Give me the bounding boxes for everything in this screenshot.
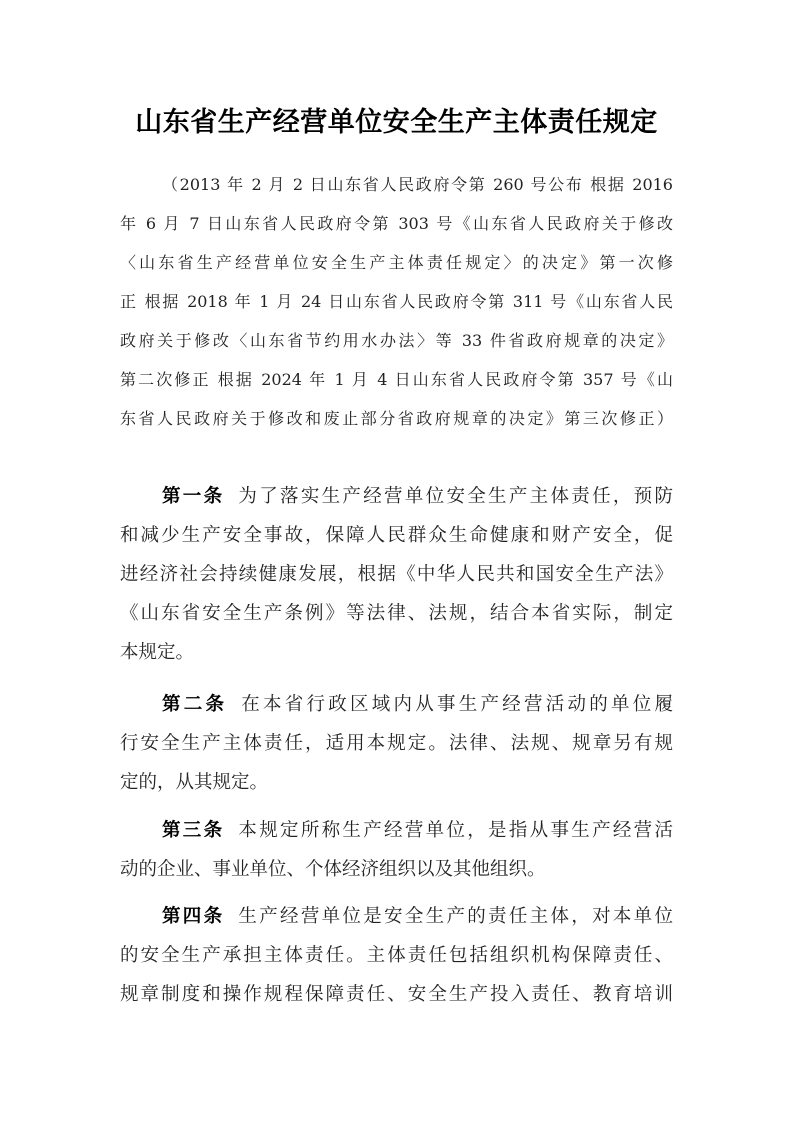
article-line: 本规定。 <box>120 642 195 663</box>
preamble-line: 政府关于修改〈山东省节约用水办法〉等 33 件省政府规章的决定》 <box>120 331 673 350</box>
preamble-line: 正 根据 2018 年 1 月 24 日山东省人民政府令第 311 号《山东省人民 <box>120 292 673 311</box>
article-label: 第一条 <box>162 486 225 507</box>
preamble-line: 〈山东省生产经营单位安全生产主体责任规定〉的决定》第一次修 <box>120 253 673 272</box>
article-line: 动的企业、事业单位、个体经济组织以及其他组织。 <box>120 859 546 880</box>
article-text: 本规定所称生产经营单位，是指从事生产经营活 <box>238 820 673 841</box>
article-first-line <box>120 820 673 842</box>
preamble-line: 东省人民政府关于修改和废止部分省政府规章的决定》第三次修正） <box>120 409 673 428</box>
article-line: 进经济社会持续健康发展，根据《中华人民共和国安全生产法》 <box>120 564 673 585</box>
article-line: 定的，从其规定。 <box>120 772 269 793</box>
article-line: 行安全生产主体责任，适用本规定。法律、法规、规章另有规 <box>120 733 673 754</box>
article-text: 在本省行政区域内从事生产经营活动的单位履 <box>241 694 673 715</box>
article-label: 第三条 <box>162 820 225 841</box>
article-first-line <box>120 486 673 508</box>
article-first-line <box>120 906 673 928</box>
preamble-line: 年 6 月 7 日山东省人民政府令第 303 号《山东省人民政府关于修改 <box>120 214 673 233</box>
article-line: 和减少生产安全事故，保障人民群众生命健康和财产安全，促 <box>120 525 673 546</box>
article-text: 生产经营单位是安全生产的责任主体，对本单位 <box>238 906 673 927</box>
article-line: 规章制度和操作规程保障责任、安全生产投入责任、教育培训 <box>120 984 673 1005</box>
article-line: 的安全生产承担主体责任。主体责任包括组织机构保障责任、 <box>120 945 673 966</box>
article-text: 为了落实生产经营单位安全生产主体责任，预防 <box>238 486 673 507</box>
article-first-line <box>120 694 673 716</box>
preamble-line: 第二次修正 根据 2024 年 1 月 4 日山东省人民政府令第 357 号《山 <box>120 370 673 389</box>
article-label: 第四条 <box>162 906 225 927</box>
article-label: 第二条 <box>162 694 228 715</box>
preamble-line: （2013 年 2 月 2 日山东省人民政府令第 260 号公布 根据 2016 <box>162 175 673 194</box>
document-title: 山东省生产经营单位安全生产主体责任规定 <box>135 107 658 138</box>
article-line: 《山东省安全生产条例》等法律、法规，结合本省实际，制定 <box>120 603 673 624</box>
